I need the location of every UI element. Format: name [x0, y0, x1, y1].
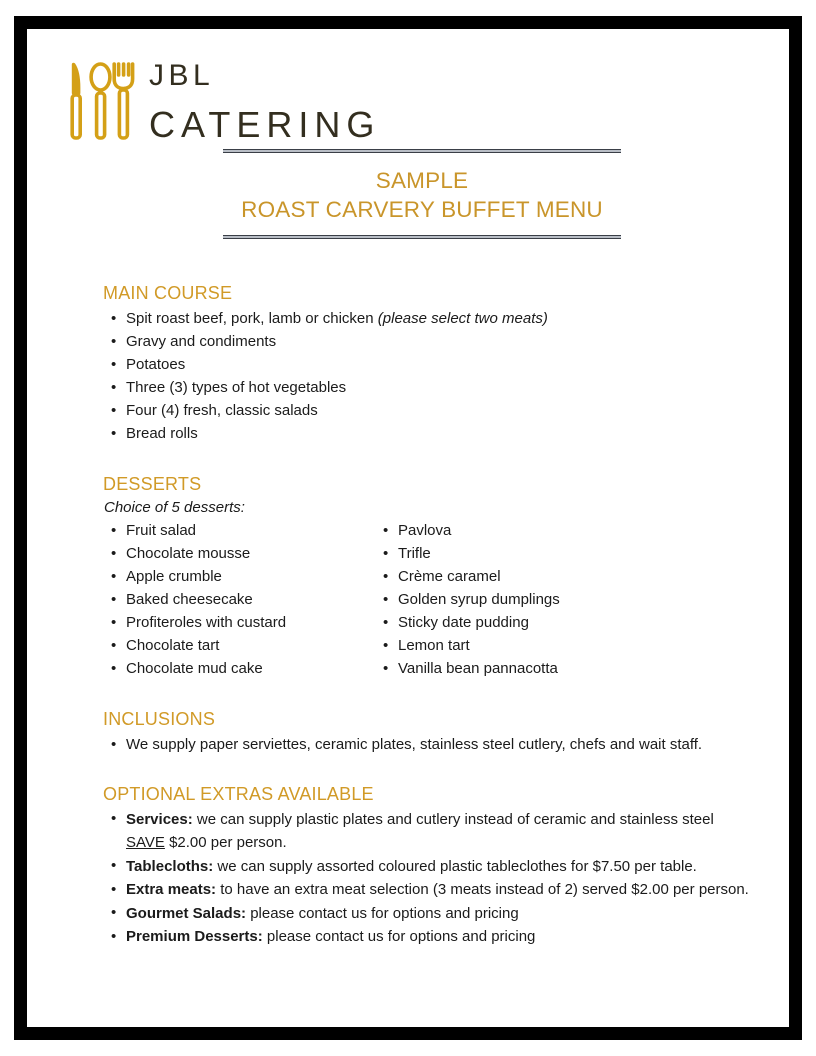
list-item — [103, 542, 375, 565]
list-item — [103, 307, 755, 330]
section-heading-main-course: MAIN COURSE — [103, 283, 233, 303]
list-item — [375, 542, 755, 565]
list-item — [103, 878, 755, 902]
item-text: Spit roast beef, pork, lamb or chicken — [126, 310, 378, 327]
document-title-block — [223, 149, 621, 239]
knife-icon — [72, 65, 80, 139]
item-text: Gravy and condiments — [126, 333, 277, 350]
item-label: Gourmet Salads: — [126, 904, 247, 922]
desserts-subheading: Choice of 5 desserts: — [104, 499, 245, 516]
item-text: Pavlova — [398, 522, 452, 539]
item-text: please contact us for options and pricing — [262, 928, 536, 945]
item-label: Services: — [126, 810, 193, 828]
section-heading-desserts: DESSERTS — [103, 474, 202, 494]
item-text: Fruit salad — [126, 522, 197, 539]
section-heading-inclusions: INCLUSIONS — [103, 709, 216, 729]
list-item — [103, 399, 755, 422]
item-text: Sticky date pudding — [398, 614, 529, 631]
item-text: to have an extra meat selection (3 meats instead of 2) served $2.00 per person. — [216, 881, 749, 898]
spacer — [103, 757, 755, 783]
section-heading-optional-extras: OPTIONAL EXTRAS AVAILABLE — [103, 783, 374, 804]
document-title — [223, 153, 621, 235]
spacer — [103, 680, 755, 708]
item-text: please contact us for options and pricing — [246, 904, 519, 922]
title-line-menu-name: ROAST CARVERY BUFFET MENU — [241, 197, 603, 222]
item-emphasis: SAVE — [126, 834, 165, 851]
item-label: Premium Desserts: — [126, 928, 263, 945]
brand-line-jbl: JBL — [149, 59, 215, 92]
list-item — [103, 925, 755, 949]
item-text: Golden syrup dumplings — [398, 591, 560, 608]
cutlery-icons — [65, 59, 137, 145]
list-item — [103, 588, 375, 611]
item-text: Crème caramel — [398, 568, 501, 585]
page-black-border — [14, 16, 802, 1040]
item-text: Chocolate mousse — [126, 545, 251, 562]
desserts-columns — [103, 519, 755, 680]
list-item — [103, 376, 755, 399]
brand-line-catering: CATERING — [149, 104, 381, 145]
inclusions-list — [103, 733, 755, 757]
optional-extras-list — [103, 808, 755, 949]
desserts-list-right — [375, 519, 755, 680]
list-item — [103, 353, 755, 376]
item-text: Apple crumble — [126, 568, 222, 585]
item-text: Potatoes — [126, 356, 186, 373]
item-text-tail: $2.00 per person. — [164, 834, 287, 851]
fork-icon — [114, 64, 132, 138]
list-item — [103, 902, 755, 926]
item-text: Lemon tart — [398, 637, 470, 654]
list-item — [103, 634, 375, 657]
item-text: Profiteroles with custard — [126, 614, 287, 631]
list-item — [375, 588, 755, 611]
item-label: Tablecloths: — [126, 857, 214, 875]
list-item — [103, 422, 755, 445]
main-course-list — [103, 307, 755, 445]
menu-content — [103, 282, 755, 949]
title-line-sample: SAMPLE — [375, 168, 469, 193]
brand-logo — [65, 55, 380, 145]
item-note: (please select two meats) — [377, 310, 548, 327]
item-text: Chocolate tart — [126, 637, 220, 654]
item-text: We supply paper serviettes, ceramic plates, stainless steel cutlery, chefs and wait staff. — [126, 736, 703, 753]
list-item — [103, 657, 375, 680]
list-item — [103, 808, 755, 855]
item-text: Four (4) fresh, classic salads — [126, 402, 318, 419]
item-text: Trifle — [398, 545, 431, 562]
item-text: we can supply plastic plates and cutlery instead of ceramic and stainless steel — [192, 810, 714, 828]
list-item — [375, 519, 755, 542]
item-text: Baked cheesecake — [126, 591, 253, 608]
spacer — [103, 445, 755, 473]
item-label: Extra meats: — [126, 881, 217, 898]
section-main-course — [103, 282, 755, 445]
page-sheet — [27, 29, 789, 1027]
list-item — [375, 634, 755, 657]
item-text: we can supply assorted coloured plastic tableclothes for $7.50 per table. — [213, 857, 697, 875]
desserts-list-left — [103, 519, 375, 680]
brand-wordmark — [149, 55, 380, 143]
list-item — [103, 733, 755, 757]
list-item — [103, 611, 375, 634]
spoon-icon — [91, 64, 110, 138]
item-text: Vanilla bean pannacotta — [398, 660, 558, 677]
section-desserts — [103, 473, 755, 680]
list-item — [375, 611, 755, 634]
section-inclusions — [103, 708, 755, 757]
list-item — [103, 519, 375, 542]
list-item — [103, 855, 755, 879]
list-item — [103, 565, 375, 588]
list-item — [103, 330, 755, 353]
list-item — [375, 657, 755, 680]
list-item — [375, 565, 755, 588]
section-optional-extras — [103, 783, 755, 949]
item-text: Chocolate mud cake — [126, 660, 263, 677]
item-text: Three (3) types of hot vegetables — [126, 379, 347, 396]
title-rule-bottom — [223, 235, 621, 239]
item-text: Bread rolls — [126, 425, 198, 442]
